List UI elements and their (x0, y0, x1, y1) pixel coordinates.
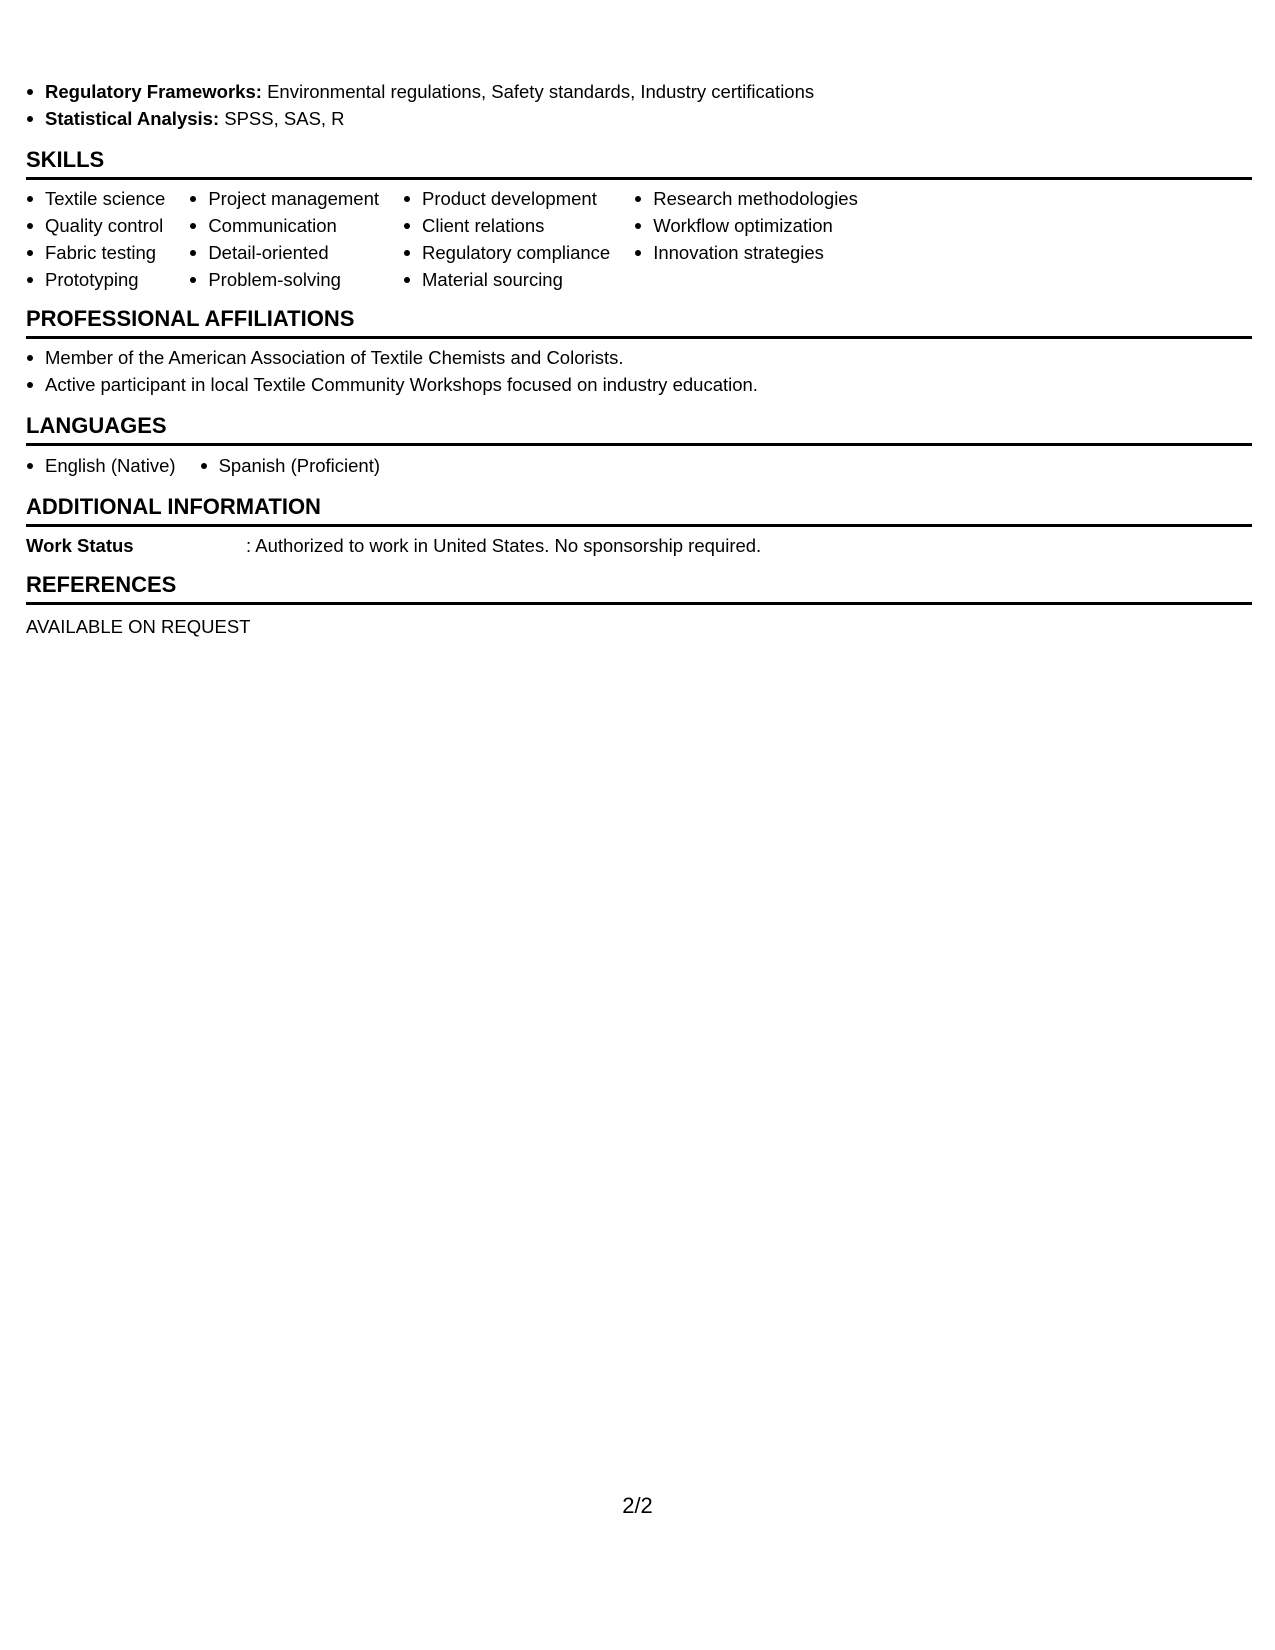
language-item: Spanish (Proficient) (200, 452, 380, 479)
page-number: 2/2 (622, 1493, 653, 1518)
affiliations-list (26, 344, 1252, 398)
work-status-row (26, 532, 1252, 559)
skills-grid (26, 185, 1252, 293)
skills-column (189, 185, 379, 293)
skill-item: Project management (189, 185, 379, 212)
affiliations-heading: PROFESSIONAL AFFILIATIONS (26, 305, 1252, 339)
skill-item: Communication (189, 212, 379, 239)
work-status-value: : Authorized to work in United States. No sponsorship required. (246, 535, 762, 556)
skill-item: Client relations (403, 212, 610, 239)
list-item: Regulatory Frameworks: Environmental regulations, Safety standards, Industry certifications (26, 78, 1252, 105)
languages-list (26, 452, 1252, 479)
language-item: English (Native) (26, 452, 176, 479)
list-item: Member of the American Association of Textile Chemists and Colorists. (26, 344, 1252, 371)
skill-item: Fabric testing (26, 239, 165, 266)
work-status-label: Work Status (26, 535, 134, 556)
additional-info-heading: ADDITIONAL INFORMATION (26, 493, 1252, 527)
resume-page (26, 78, 1252, 640)
skills-column (26, 185, 165, 293)
list-item: Statistical Analysis: SPSS, SAS, R (26, 105, 1252, 132)
skill-item: Product development (403, 185, 610, 212)
skill-item: Material sourcing (403, 266, 610, 293)
skill-item: Innovation strategies (634, 239, 858, 266)
skill-item: Workflow optimization (634, 212, 858, 239)
skill-item: Detail-oriented (189, 239, 379, 266)
skill-item: Problem-solving (189, 266, 379, 293)
skills-heading: SKILLS (26, 146, 1252, 180)
skill-item: Prototyping (26, 266, 165, 293)
skills-column (403, 185, 610, 293)
technical-skills-list (26, 78, 1252, 132)
references-heading: REFERENCES (26, 571, 1252, 605)
skill-item: Quality control (26, 212, 165, 239)
skill-item: Textile science (26, 185, 165, 212)
languages-heading: LANGUAGES (26, 412, 1252, 446)
list-item: Active participant in local Textile Community Workshops focused on industry education. (26, 371, 1252, 398)
skill-item: Regulatory compliance (403, 239, 610, 266)
skill-item: Research methodologies (634, 185, 858, 212)
references-text: AVAILABLE ON REQUEST (26, 616, 251, 637)
skills-column (634, 185, 858, 293)
